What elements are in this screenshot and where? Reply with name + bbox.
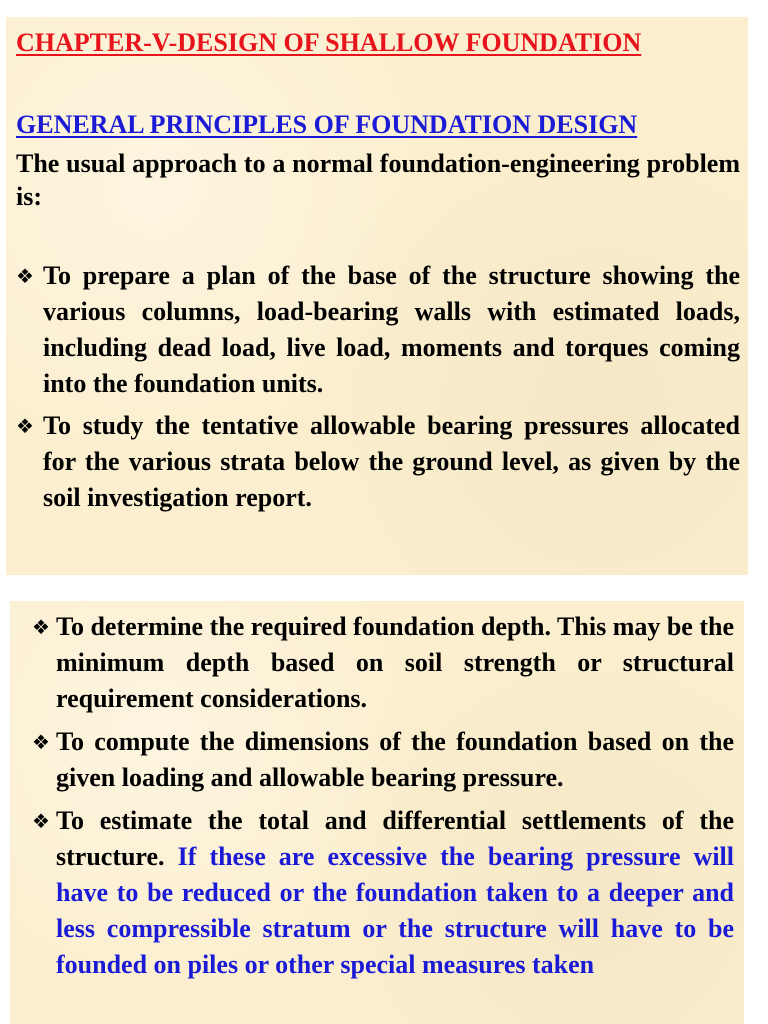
diamond-bullet-icon: ❖: [32, 730, 50, 754]
bullet-text: To study the tentative allowable bearing pressures allocated for the various strata below the ground level, as given by the soil investigation report.: [43, 411, 740, 512]
bullet-list: [16, 258, 740, 516]
bullet-item: [16, 408, 740, 516]
diamond-bullet-icon: ❖: [32, 615, 50, 639]
chapter-title: CHAPTER-V-DESIGN OF SHALLOW FOUNDATION: [16, 28, 642, 57]
slide-1: [6, 17, 748, 575]
section-title: GENERAL PRINCIPLES OF FOUNDATION DESIGN: [16, 110, 638, 139]
slide-2: [10, 601, 744, 1024]
bullet-text-highlight: If these are excessive the bearing pressure will have to be reduced or the foundation taken to a deeper and less compressible stratum or the structure will have to be founded on piles or other special measures taken: [56, 842, 735, 979]
diamond-bullet-icon: ❖: [16, 264, 34, 288]
diamond-bullet-icon: ❖: [32, 809, 50, 833]
bullet-text: To estimate the total and differential settlements of the structure.: [56, 806, 734, 871]
bullet-item: [32, 724, 734, 796]
bullet-text: To prepare a plan of the base of the structure showing the various columns, load-bearing walls with estimated loads, including dead load, live load, moments and torques coming into the foundation units.: [43, 261, 740, 398]
bullet-item: [16, 258, 740, 402]
bullet-text: To compute the dimensions of the foundation based on the given loading and allowable bearing pressure.: [56, 727, 734, 792]
bullet-list: [32, 609, 734, 983]
bullet-item: [32, 803, 734, 983]
intro-text: The usual approach to a normal foundation-engineering problem is:: [16, 149, 740, 211]
diamond-bullet-icon: ❖: [16, 414, 34, 438]
bullet-item: [32, 609, 734, 717]
bullet-text: To determine the required foundation depth. This may be the minimum depth based on soil strength or structural requirement considerations.: [56, 612, 735, 713]
